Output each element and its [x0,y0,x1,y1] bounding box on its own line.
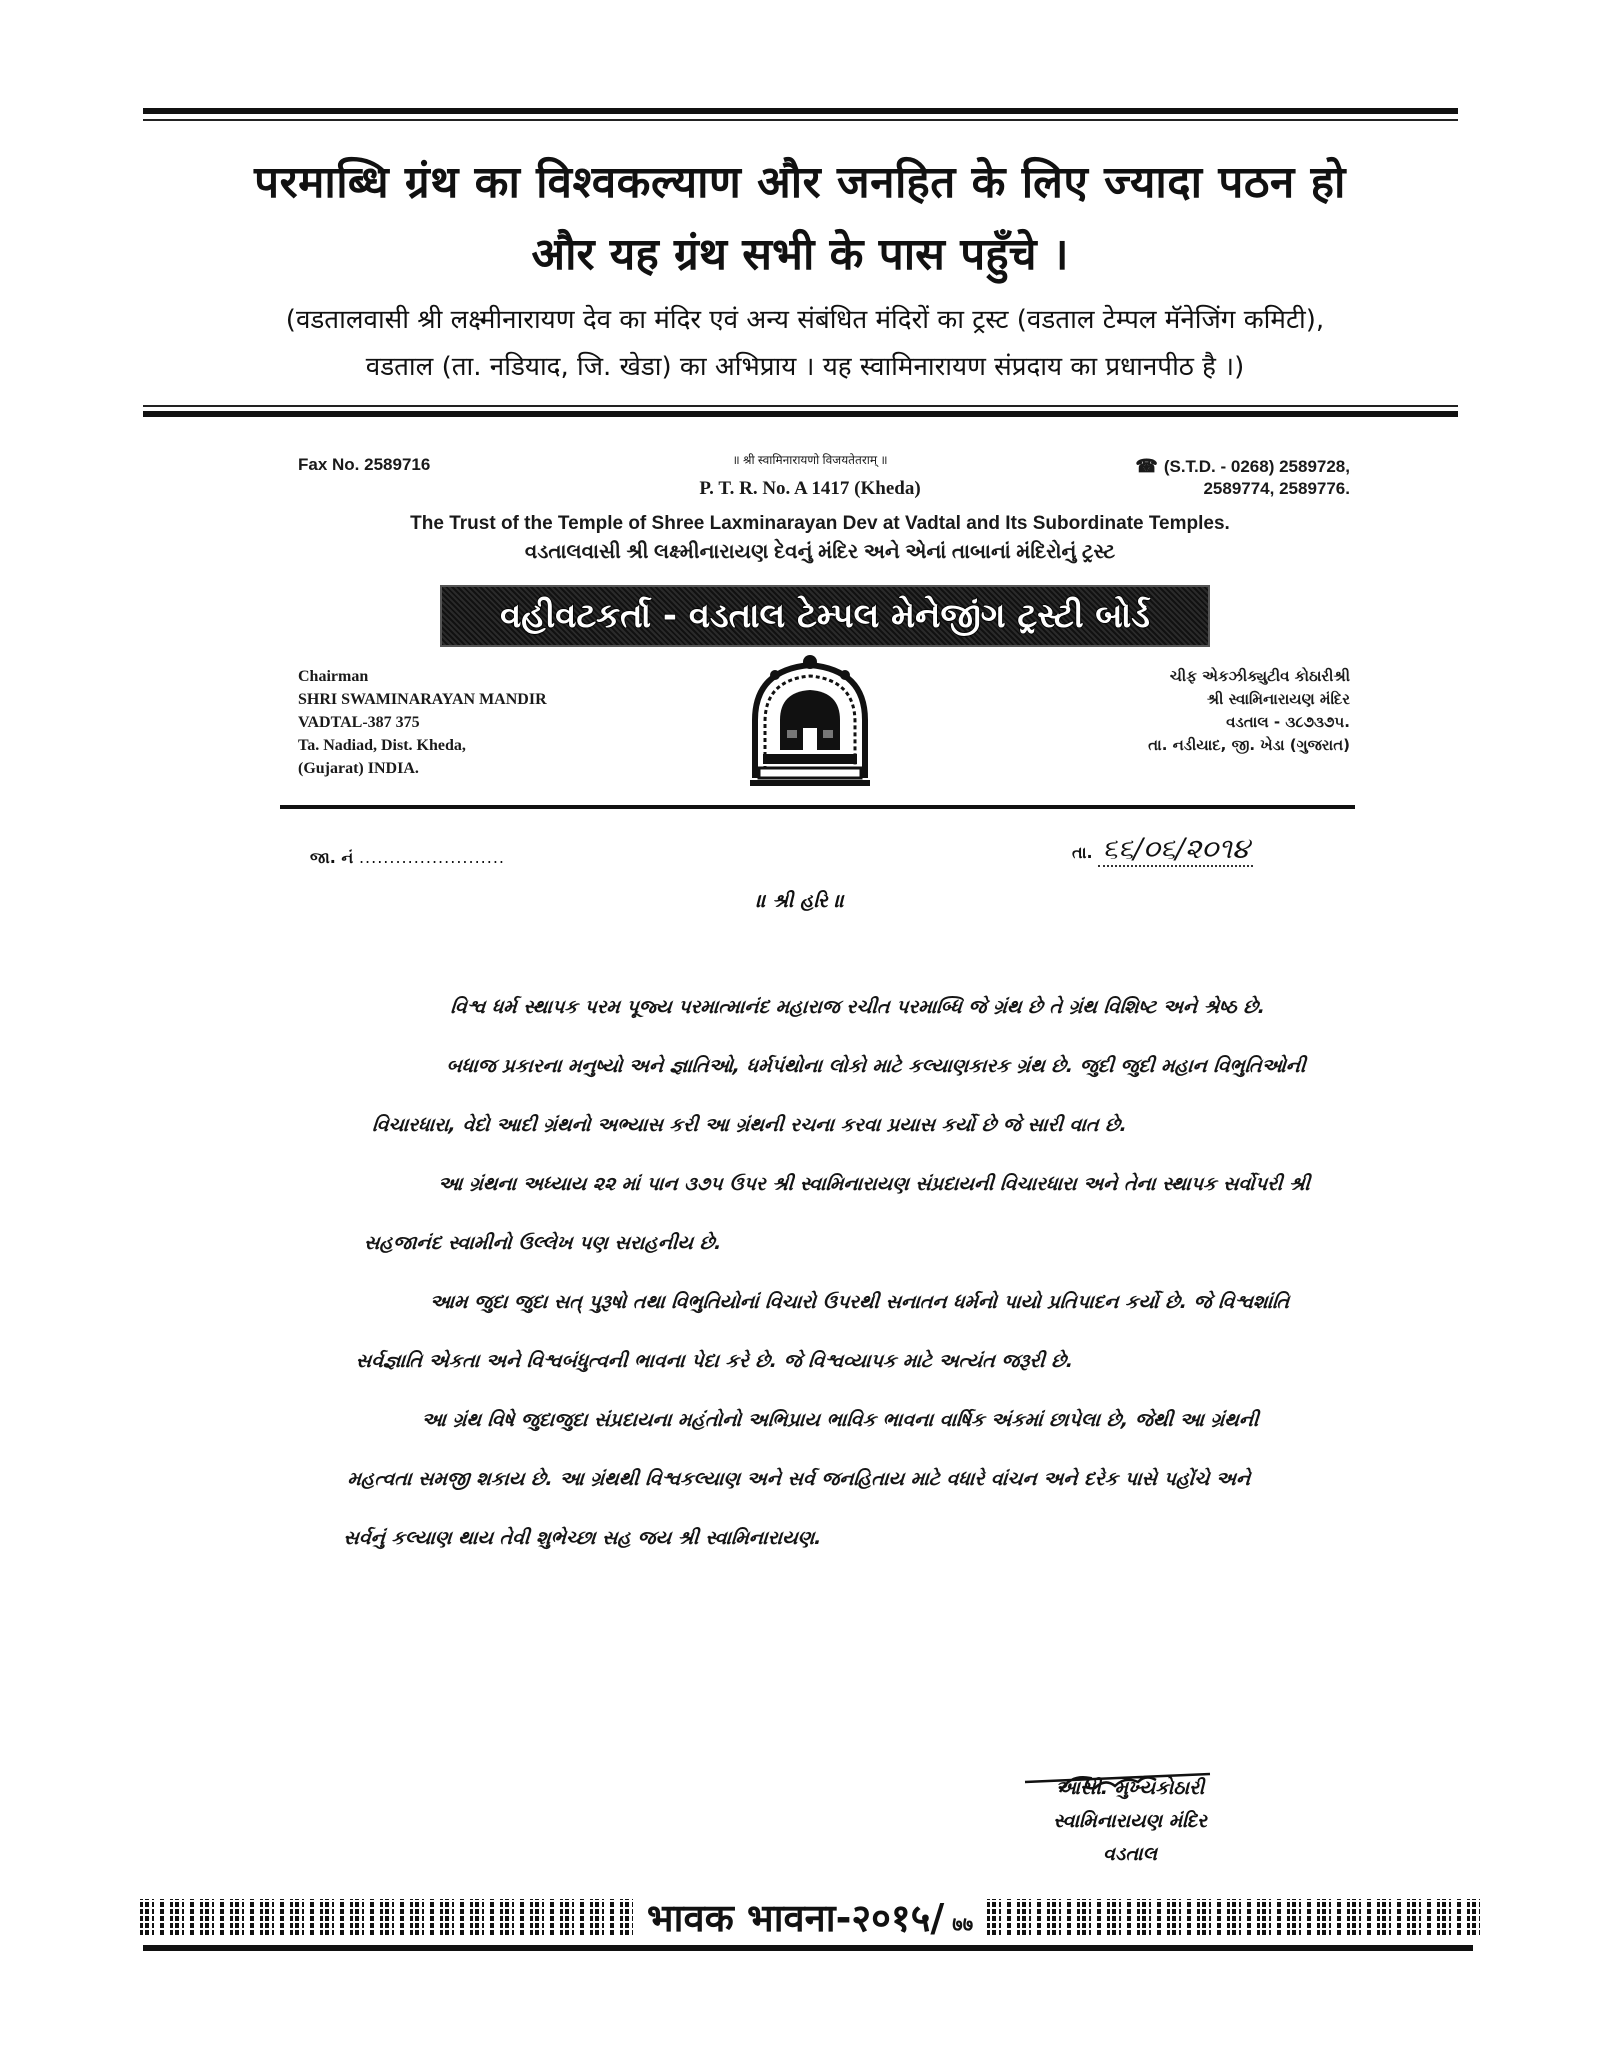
mid-rule-thin [143,405,1458,407]
heading-line-1: परमाब्धि ग्रंथ का विश्वकल्याण और जनहित के लिए ज्यादा पठन हो [254,157,1346,208]
top-rule-thin [143,119,1458,121]
trust-name-english: The Trust of the Temple of Shree Laxminarayan Dev at Vadtal and Its Subordinate Temples. [410,513,1230,534]
paragraph: બધાજ પ્રકારના મનુષ્યો અને જ્ઞાતિઓ, ધર્મપંથોના લોકો માટે કલ્યાણકારક ગ્રંથ છે. જુદી જુદી મહાન વિભુતિઓની વિચારધારા, વેદો આદી ગ્રંથનો અભ્યાસ કરી આ ગ્રંથની રચના કરવા પ્રયાસ કર્યો છે જે સારી વાત છે. [371,1055,1307,1136]
phone-block [1050,455,1350,500]
paragraph: આ ગ્રંથ વિષે જુદાજુદા સંપ્રદાયના મહંતોનો અભિપ્રાય ભાવિક ભાવના વાર્ષિક અંકમાં છાપેલા છે, જેથી આ ગ્રંથની મહત્વતા સમજી શકાય છે. આ ગ્રંથથી વિશ્વકલ્યાણ અને સર્વ જનહિતાય માટે વધારે વાંચન અને દરેક પાસે પહોંચે અને સર્વનું કલ્યાણ થાય તેવી શુભેચ્છા સહ જય શ્રી સ્વામિનારાયણ. [342,1409,1260,1549]
temple-emblem-icon [735,650,885,800]
telephone-icon: ☎ [1135,456,1158,476]
trust-name-gujarati: વડતાલવાસી શ્રી લક્ષ્મીનારાયણ દેવનું મંદિર અને એનાં તાબાનાં મંદિરોનું ટ્રસ્ટ [524,541,1116,563]
top-rule-thick [143,108,1458,114]
board-banner [440,585,1210,647]
signatory-place: વડતાલ [1103,1843,1157,1865]
fax-number: Fax No. 2589716 [298,455,431,474]
reference-label: જા. નં [310,848,354,867]
heading-subtitle-2: वडताल (ता. नडियाद, जि. खेडा) का अभिप्राय । यह स्वामिनारायण संप्रदाय का प्रधानपीठ है ।) [365,352,1245,382]
address-left-line: (Gujarat) INDIA. [298,760,419,777]
signature-block [1010,1772,1250,1871]
paragraph: વિશ્વ ધર્મ સ્થાપક પરમ પૂજ્ય પરમાત્માનંદ મહારાજ રચીત પરમાબ્ધિ જે ગ્રંથ છે તે ગ્રંથ વિશિષ્ટ અને શ્રેષ્ઠ છે. [449,996,1266,1018]
page-number: ७७ [952,1912,974,1936]
signatory-title: આસી. મુખ્યકોઠારી [1055,1777,1205,1799]
mid-rule-thick [143,411,1458,417]
address-right-line: વડતાલ - ૩૮૭૩૭૫. [1226,713,1350,731]
letter-date [1072,832,1253,866]
date-value: ૬૬/૦૬/૨૦૧૪ [1098,832,1253,867]
heading-line-2: और यह ग्रंथ सभी के पास पहुँचे । [531,229,1069,280]
footer-ornament-right [987,1899,1480,1935]
letterhead-bottom-rule [280,805,1355,809]
phone-line-1: (S.T.D. - 0268) 2589728, [1163,457,1350,476]
ptr-number: P. T. R. No. A 1417 (Kheda) [699,478,921,499]
address-right-line: ચીફ એકઝીક્યુટીવ કોઠારીશ્રી [1169,667,1350,685]
page-footer [140,1892,1480,1942]
address-right-line: તા. નડીયાદ, જી. ખેડા (ગુજરાત) [1148,736,1350,754]
address-left-line: SHRI SWAMINARAYAN MANDIR [298,691,547,708]
address-right-line: શ્રી સ્વામિનારાયણ મંદિર [1206,690,1350,708]
publication-title: भावक भावना-२०१५/ [646,1896,945,1940]
invocation: ॥ શ્રી હરિ ॥ [755,890,845,912]
signatory-org: સ્વામિનારાયણ મંદિર [1053,1810,1207,1832]
board-banner-text: વહીવટકર્તા - વડતાલ ટેમ્પલ મેનેજીંગ ટ્રસ્ટી બોર્ડ [500,596,1150,636]
paragraph: આ ગ્રંથના અધ્યાય ૨૨ માં પાન ૩૭૫ ઉપર શ્રી સ્વામિનારાયણ સંપ્રદાયની વિચારધારા અને તેના સ્થાપક સર્વોપરી શ્રી સહજાનંદ સ્વામીનો ઉલ્લેખ પણ સરાહનીય છે. [363,1173,1311,1254]
phone-line-2: 2589774, 2589776. [1203,479,1350,498]
paragraph: આમ જુદા જુદા સત્ પુરૂષો તથા વિભુતિયોનાં વિચારો ઉપરથી સનાતન ધર્મનો પાયો પ્રતિપાદન કર્યો છે. જે વિશ્વશાંતિ સર્વજ્ઞાતિ એકતા અને વિશ્વબંધુત્વની ભાવના પેદા કરે છે. જે વિશ્વવ્યાપક માટે અત્યંત જરૂરી છે. [355,1291,1290,1372]
date-label: તા. [1072,843,1093,862]
footer-rule [143,1945,1473,1951]
address-left [298,665,547,780]
footer-ornament-left [140,1899,633,1935]
address-right [1060,665,1350,757]
heading-subtitle-1: (वडतालवासी श्री लक्ष्मीनारायण देव का मंदिर एवं अन्य संबंधित मंदिरों का ट्रस्ट (वडताल टेम्पल मॅनेजिंग कमिटी), [285,305,1325,335]
address-left-line: Chairman [298,668,369,685]
letter-body [341,978,1332,1568]
address-left-line: Ta. Nadiad, Dist. Kheda, [298,737,466,754]
motto: ॥ श्री स्वामिनारायणो विजयतेतराम् ॥ [732,453,888,467]
reference-number [310,848,505,868]
address-left-line: VADTAL-387 375 [298,714,420,731]
reference-dots: ........................ [358,848,505,867]
footer-title [633,1891,987,1943]
